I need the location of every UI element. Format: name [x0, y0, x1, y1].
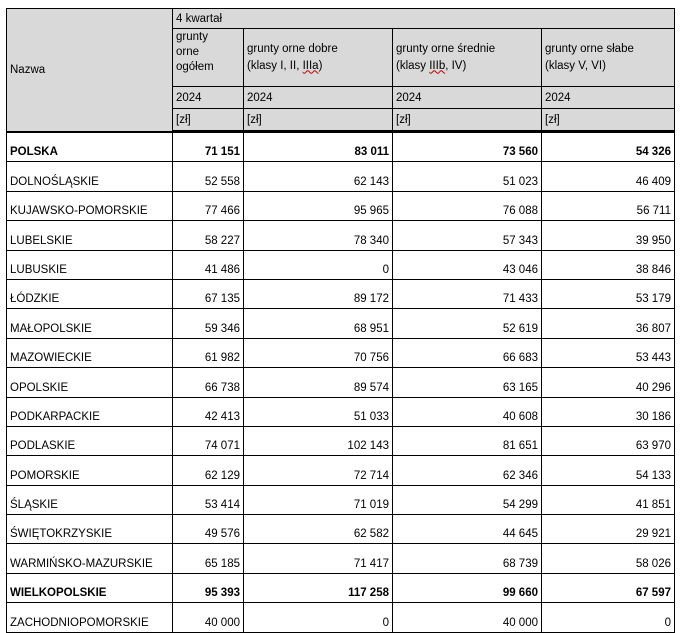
- table-row: [7, 426, 675, 455]
- region-name-cell: ŁÓDZKIE: [7, 279, 173, 308]
- price-value-cell: 71 417: [244, 544, 393, 573]
- price-value-cell: 89 172: [244, 279, 393, 308]
- region-name-cell: WIELKOPOLSKIE: [7, 573, 173, 602]
- price-value-cell: 62 582: [244, 515, 393, 544]
- price-value-cell: 68 951: [244, 309, 393, 338]
- price-value-cell: 72 714: [244, 456, 393, 485]
- price-value-cell: 51 033: [244, 397, 393, 426]
- price-value-cell: 76 088: [393, 191, 542, 220]
- price-value-cell: 52 619: [393, 309, 542, 338]
- name-column-header: Nazwa: [7, 9, 173, 133]
- price-value-cell: 67 597: [542, 573, 675, 602]
- region-name-cell: PODKARPACKIE: [7, 397, 173, 426]
- table-row: [7, 397, 675, 426]
- price-value-cell: 67 135: [173, 279, 244, 308]
- price-value-cell: 49 576: [173, 515, 244, 544]
- price-value-cell: 61 982: [173, 338, 244, 367]
- region-name-cell: POLSKA: [7, 132, 173, 162]
- price-value-cell: 40 296: [542, 368, 675, 397]
- region-name-cell: DOLNOŚLĄSKIE: [7, 162, 173, 191]
- region-name-cell: KUJAWSKO-POMORSKIE: [7, 191, 173, 220]
- price-value-cell: 99 660: [393, 573, 542, 602]
- year-cell: 2024: [244, 87, 393, 109]
- table-row: [7, 338, 675, 367]
- price-value-cell: 58 227: [173, 221, 244, 250]
- table-row: [7, 132, 675, 162]
- table-row: [7, 191, 675, 220]
- table-row: [7, 515, 675, 544]
- table-row: [7, 250, 675, 279]
- price-value-cell: 53 414: [173, 485, 244, 514]
- region-name-cell: MAZOWIECKIE: [7, 338, 173, 367]
- price-value-cell: 89 574: [244, 368, 393, 397]
- column-header-total: grunty orne ogółem: [173, 29, 244, 87]
- price-value-cell: 70 756: [244, 338, 393, 367]
- price-value-cell: 40 000: [393, 603, 542, 632]
- table-row: [7, 368, 675, 397]
- price-value-cell: 74 071: [173, 426, 244, 455]
- price-value-cell: 95 965: [244, 191, 393, 220]
- price-value-cell: 53 443: [542, 338, 675, 367]
- price-value-cell: 38 846: [542, 250, 675, 279]
- column-header-poor: grunty orne słabe (klasy V, VI): [542, 29, 675, 87]
- price-value-cell: 56 711: [542, 191, 675, 220]
- price-value-cell: 78 340: [244, 221, 393, 250]
- table-row: [7, 162, 675, 191]
- price-value-cell: 57 343: [393, 221, 542, 250]
- table-row: [7, 485, 675, 514]
- price-value-cell: 83 011: [244, 132, 393, 162]
- price-value-cell: 62 346: [393, 456, 542, 485]
- price-value-cell: 0: [244, 603, 393, 632]
- price-value-cell: 77 466: [173, 191, 244, 220]
- price-value-cell: 54 299: [393, 485, 542, 514]
- price-value-cell: 52 558: [173, 162, 244, 191]
- price-value-cell: 51 023: [393, 162, 542, 191]
- price-value-cell: 36 807: [542, 309, 675, 338]
- region-name-cell: ŚWIĘTOKRZYSKIE: [7, 515, 173, 544]
- table-row: [7, 309, 675, 338]
- table-row: [7, 573, 675, 602]
- price-value-cell: 44 645: [393, 515, 542, 544]
- column-header-good: grunty orne dobre (klasy I, II, IIIa): [244, 29, 393, 87]
- table-row: [7, 603, 675, 632]
- unit-cell: [zł]: [244, 109, 393, 131]
- price-value-cell: 0: [542, 603, 675, 632]
- price-value-cell: 66 738: [173, 368, 244, 397]
- region-name-cell: MAŁOPOLSKIE: [7, 309, 173, 338]
- year-cell: 2024: [393, 87, 542, 109]
- unit-cell: [zł]: [542, 109, 675, 131]
- price-value-cell: 62 129: [173, 456, 244, 485]
- year-cell: 2024: [542, 87, 675, 109]
- land-price-table: [6, 8, 675, 633]
- price-value-cell: 0: [244, 250, 393, 279]
- table-row: [7, 279, 675, 308]
- price-value-cell: 73 560: [393, 132, 542, 162]
- region-name-cell: POMORSKIE: [7, 456, 173, 485]
- price-value-cell: 40 000: [173, 603, 244, 632]
- table-row: [7, 456, 675, 485]
- price-value-cell: 102 143: [244, 426, 393, 455]
- period-header: 4 kwartał: [173, 9, 675, 29]
- price-value-cell: 54 133: [542, 456, 675, 485]
- price-value-cell: 40 608: [393, 397, 542, 426]
- price-value-cell: 95 393: [173, 573, 244, 602]
- price-value-cell: 71 019: [244, 485, 393, 514]
- price-value-cell: 81 651: [393, 426, 542, 455]
- region-name-cell: LUBELSKIE: [7, 221, 173, 250]
- year-cell: 2024: [173, 87, 244, 109]
- price-value-cell: 63 165: [393, 368, 542, 397]
- price-value-cell: 59 346: [173, 309, 244, 338]
- price-value-cell: 54 326: [542, 132, 675, 162]
- price-value-cell: 30 186: [542, 397, 675, 426]
- table-row: [7, 221, 675, 250]
- table-row: [7, 544, 675, 573]
- price-value-cell: 43 046: [393, 250, 542, 279]
- price-value-cell: 66 683: [393, 338, 542, 367]
- price-value-cell: 71 151: [173, 132, 244, 162]
- unit-cell: [zł]: [173, 109, 244, 131]
- region-name-cell: ZACHODNIOPOMORSKIE: [7, 603, 173, 632]
- region-name-cell: OPOLSKIE: [7, 368, 173, 397]
- price-value-cell: 63 970: [542, 426, 675, 455]
- region-name-cell: WARMIŃSKO-MAZURSKIE: [7, 544, 173, 573]
- price-value-cell: 117 258: [244, 573, 393, 602]
- price-value-cell: 41 486: [173, 250, 244, 279]
- price-value-cell: 41 851: [542, 485, 675, 514]
- price-value-cell: 42 413: [173, 397, 244, 426]
- region-name-cell: ŚLĄSKIE: [7, 485, 173, 514]
- column-header-medium: grunty orne średnie (klasy IIIb, IV): [393, 29, 542, 87]
- price-value-cell: 71 433: [393, 279, 542, 308]
- price-value-cell: 29 921: [542, 515, 675, 544]
- region-name-cell: LUBUSKIE: [7, 250, 173, 279]
- unit-cell: [zł]: [393, 109, 542, 131]
- price-value-cell: 65 185: [173, 544, 244, 573]
- price-value-cell: 62 143: [244, 162, 393, 191]
- price-value-cell: 53 179: [542, 279, 675, 308]
- price-value-cell: 58 026: [542, 544, 675, 573]
- region-name-cell: PODLASKIE: [7, 426, 173, 455]
- price-value-cell: 46 409: [542, 162, 675, 191]
- price-value-cell: 68 739: [393, 544, 542, 573]
- price-value-cell: 39 950: [542, 221, 675, 250]
